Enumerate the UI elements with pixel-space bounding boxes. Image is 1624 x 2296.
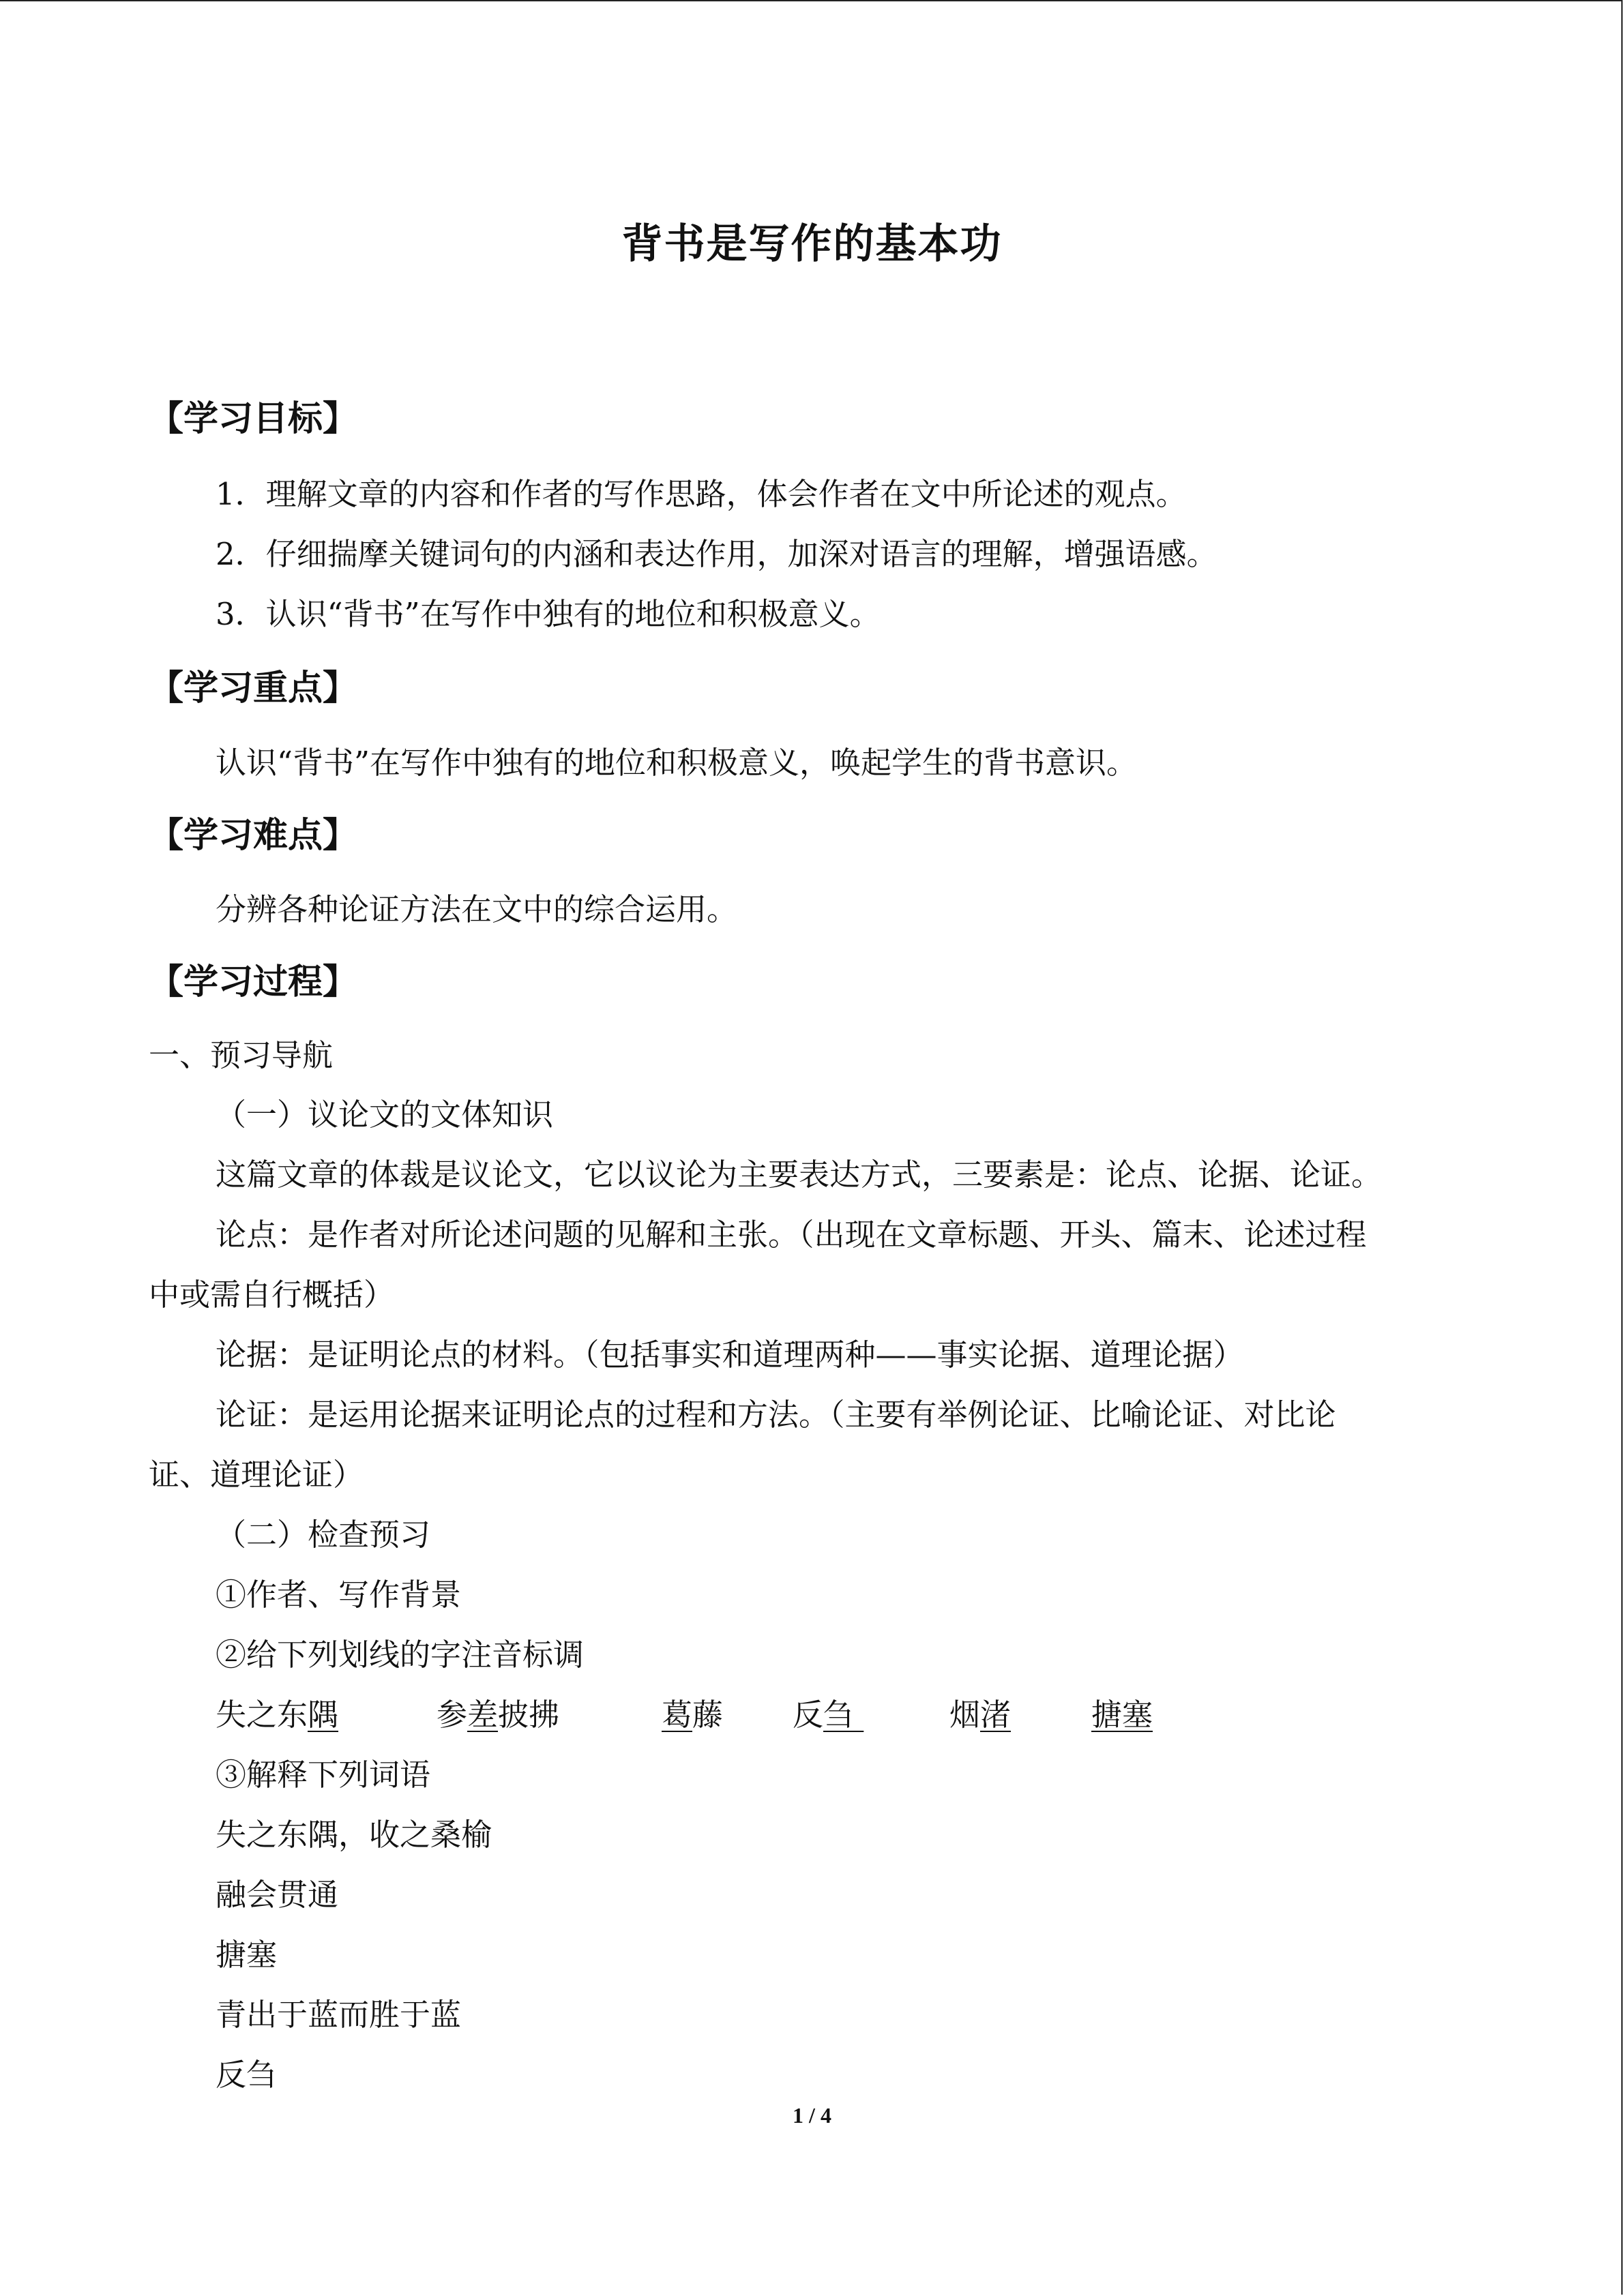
genre-text: 这篇文章的体裁是议论文，它以议论为主要表达方式，三要素是：论点、论据、论证。 [216, 1157, 1383, 1193]
objective-item: 1．理解文章的内容和作者的写作思路，体会作者在文中所论述的观点。 [216, 476, 1187, 512]
vocab-item: 反刍 [793, 1697, 864, 1733]
sub1-title: （一）议论文的文体知识 [216, 1097, 554, 1133]
vocab-item: 参差披拂 [437, 1697, 560, 1733]
term-item: 失之东隅，收之桑榆 [216, 1817, 492, 1853]
argument-text-line1: 论证：是运用论据来证明论点的过程和方法。（主要有举例论证、比喻论证、对比论 [216, 1397, 1336, 1433]
document-title: 背书是写作的基本功 [621, 220, 1003, 268]
key-points-text: 认识“背书”在写作中独有的地位和积极意义，唤起学生的背书意识。 [216, 745, 1138, 781]
vocab-item: 葛藤 [662, 1697, 724, 1733]
vocab-item: 搪塞 [1091, 1697, 1153, 1733]
part1-title: 一、预习导航 [149, 1037, 334, 1073]
task2: ②给下列划线的字注音标调 [216, 1637, 585, 1673]
objective-item: 3．认识“背书”在写作中独有的地位和积极意义。 [216, 596, 881, 632]
thesis-text-line2: 中或需自行概括） [149, 1277, 395, 1313]
vocab-item: 烟渚 [949, 1697, 1012, 1733]
difficulties-heading: 【学习难点】 [149, 816, 358, 856]
evidence-text: 论据：是证明论点的材料。（包括事实和道理两种——事实论据、道理论据） [216, 1337, 1244, 1373]
key-points-heading: 【学习重点】 [149, 668, 358, 709]
page-number: 1 / 4 [793, 2103, 831, 2128]
process-heading: 【学习过程】 [149, 962, 358, 1002]
term-item: 青出于蓝而胜于蓝 [216, 1997, 462, 2033]
task1: ①作者、写作背景 [216, 1577, 462, 1613]
difficulties-text: 分辨各种论证方法在文中的综合运用。 [216, 891, 738, 927]
argument-text-line2: 证、道理论证） [149, 1457, 364, 1493]
objective-item: 2．仔细揣摩关键词句的内涵和表达作用，加深对语言的理解，增强语感。 [216, 536, 1217, 572]
task3: ③解释下列词语 [216, 1757, 431, 1793]
term-item: 融会贯通 [216, 1877, 339, 1913]
vocab-item: 失之东隅 [216, 1697, 339, 1733]
vocab-row [0, 1699, 1624, 1740]
objectives-heading: 【学习目标】 [149, 399, 358, 439]
thesis-text-line1: 论点：是作者对所论述问题的见解和主张。（出现在文章标题、开头、篇末、论述过程 [216, 1217, 1367, 1253]
sub2-title: （二）检查预习 [216, 1517, 431, 1553]
term-item: 搪塞 [216, 1937, 278, 1973]
term-item: 反刍 [216, 2057, 278, 2093]
